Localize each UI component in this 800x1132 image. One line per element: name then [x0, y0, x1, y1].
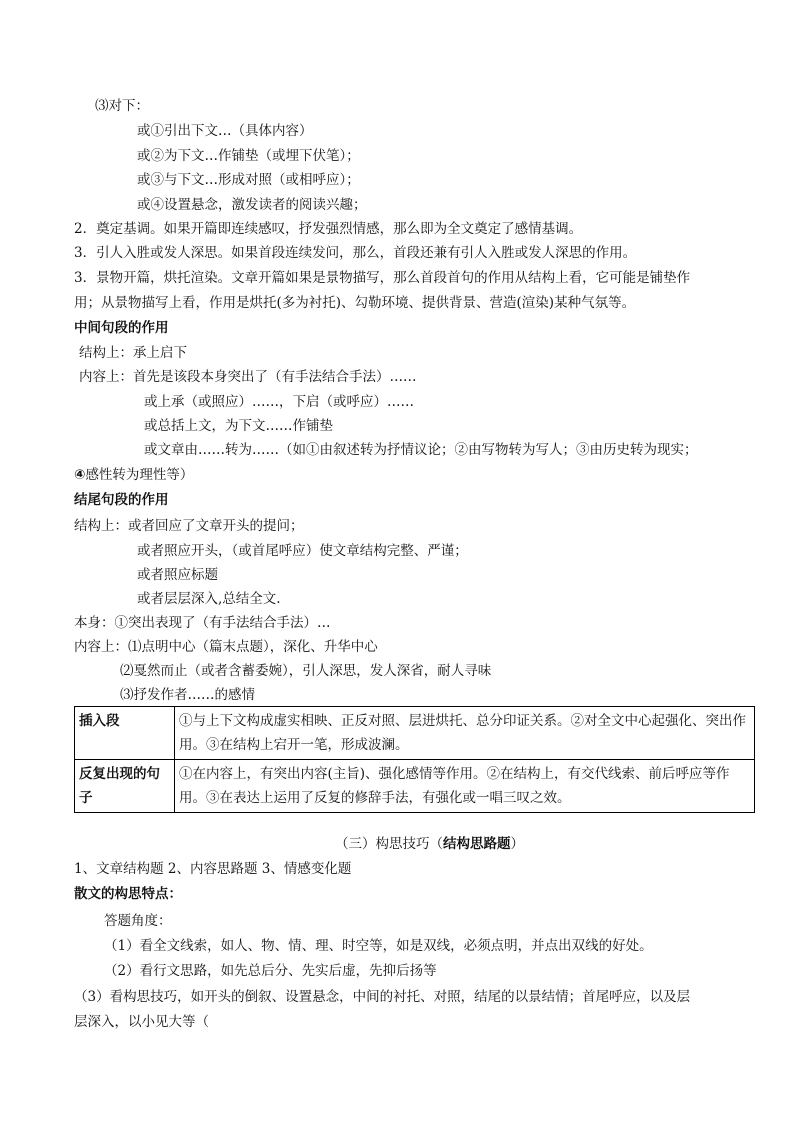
text-line: ⑶对下：	[95, 98, 149, 114]
section-title-plain: （三）构思技巧（	[335, 836, 443, 852]
row-content: ①与上下文构成虚实相映、正反对照、层进烘托、总分印证关系。②对全文中心起强化、突出作用。③在结构上宕开一笔，形成波澜。	[175, 707, 755, 760]
text-line: （3）看构思技巧，如开头的倒叙、设置悬念，中间的衬托、对照，结尾的以景结情；首尾呼应，以及层	[74, 989, 691, 1005]
text-line: 结构上：或者回应了文章开头的提问；	[74, 518, 304, 534]
summary-table	[74, 706, 755, 813]
text-line: 或④设置悬念，激发读者的阅读兴趣；	[137, 197, 367, 213]
section-title	[335, 834, 524, 854]
text-line: 或者照应开头，（或首尾呼应）使文章结构完整、严谨；	[137, 543, 468, 559]
section-heading: 散文的构思特点：	[74, 886, 182, 902]
text-line: 本身：①突出表现了（有手法结合手法）…	[74, 615, 331, 631]
circled-number: ④	[74, 467, 86, 483]
text-line: （1）看全文线索，如人、物、情、理、时空等，如是双线，必须点明，并点出双线的好处。	[104, 938, 653, 954]
text-line: （2）看行文思路，如先总后分、先实后虚，先抑后扬等	[104, 963, 437, 979]
text-line: 或者层层深入,总结全文.	[137, 591, 281, 607]
text-line	[74, 465, 193, 485]
section-title-bold: 结构思路题	[443, 836, 511, 852]
text-line: 内容上：⑴点明中心（篇末点题），深化、升华中心	[74, 639, 378, 655]
text-line: 3．景物开篇，烘托渲染。文章开篇如果是景物描写，那么首段首句的作用从结构上看，它可能是铺垫作	[74, 270, 691, 286]
text-line: 或者照应标题	[137, 567, 218, 583]
row-header: 反复出现的句子	[75, 760, 175, 813]
text-line: ⑵戛然而止（或者含蓄委婉），引人深思，发人深省，耐人寻味	[120, 663, 492, 679]
row-content: ①在内容上，有突出内容(主旨)、强化感情等作用。②在结构上，有交代线索、前后呼应等作用。③在表达上运用了反复的修辞手法，有强化或一唱三叹之效。	[175, 760, 755, 813]
text-line: 或①引出下文…（具体内容）	[137, 123, 313, 139]
text-line: 或②为下文…作铺垫（或埋下伏笔）；	[137, 148, 360, 164]
text-fragment: 感性转为理性等）	[85, 467, 194, 483]
section-heading: 中间句段的作用	[74, 320, 169, 336]
text-line: 2．奠定基调。如果开篇即连续感叹，抒发强烈情感，那么即为全文奠定了感情基调。	[74, 221, 583, 237]
text-line: ⑶抒发作者……的感情	[120, 687, 255, 703]
text-line: 用；从景物描写上看，作用是烘托(多为衬托)、勾勒环境、提供背景、营造(渲染)某种气氛等。	[74, 295, 636, 311]
text-line: 1、文章结构题 2、内容思路题 3、情感变化题	[74, 861, 352, 877]
text-line: 或文章由……转为……（如①由叙述转为抒情议论；②由写物转为写人；③由历史转为现实；	[144, 442, 698, 458]
section-heading: 结尾句段的作用	[74, 492, 169, 508]
text-line: 3．引人入胜或发人深思。如果首段连续发问，那么，首段还兼有引人入胜或发人深思的作用。	[74, 245, 637, 261]
text-line: 或③与下文…形成对照（或相呼应）；	[137, 172, 360, 188]
text-line: 结构上：承上启下	[79, 345, 187, 361]
text-line: 或上承（或照应）……，下启（或呼应）……	[144, 394, 414, 410]
text-line: 或总括上文，为下文……作铺垫	[144, 418, 333, 434]
text-line: 层深入，以小见大等（	[74, 1014, 209, 1030]
text-line: 答题角度：	[104, 913, 172, 929]
row-header: 插入段	[75, 707, 175, 760]
table-row	[75, 760, 755, 813]
table-row	[75, 707, 755, 760]
text-line: 内容上：首先是该段本身突出了（有手法结合手法）……	[79, 369, 417, 385]
section-title-end: ）	[510, 836, 524, 852]
